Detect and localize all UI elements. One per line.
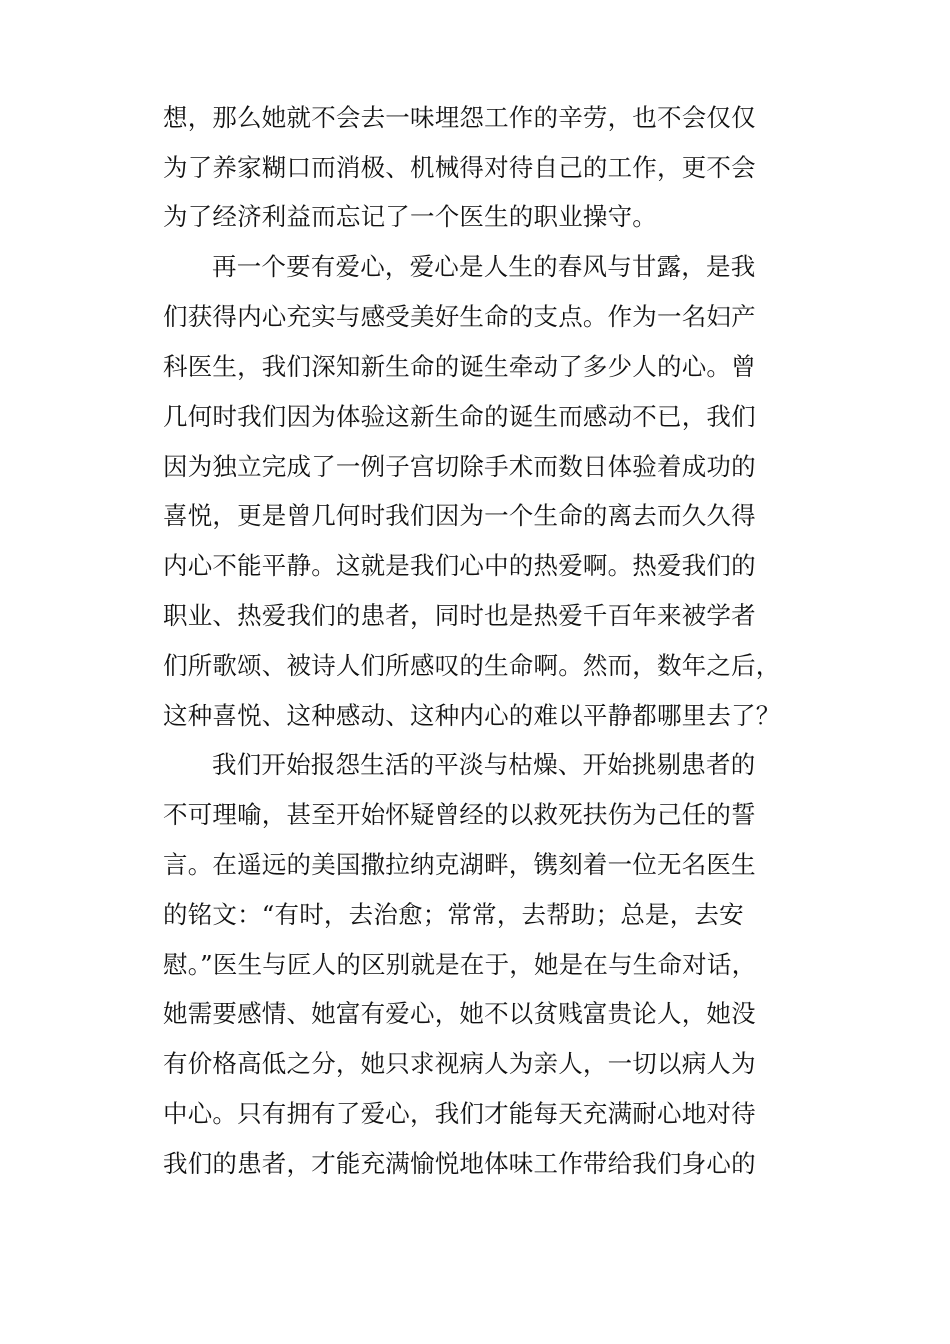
text-line: 职业、热爱我们的患者，同时也是热爱千百年来被学者 [163, 601, 756, 630]
text-line: 我们的患者，才能充满愉悦地体味工作带给我们身心的 [163, 1149, 756, 1178]
text-line: 这种喜悦、这种感动、这种内心的难以平静都哪里去了？ [163, 701, 781, 730]
text-line: 为了养家糊口而消极、机械得对待自己的工作，更不会 [163, 153, 756, 182]
text-line: 内心不能平静。这就是我们心中的热爱啊。热爱我们的 [163, 551, 756, 580]
text-line: 中心。只有拥有了爱心，我们才能每天充满耐心地对待 [163, 1099, 756, 1128]
text-line: 想，那么她就不会去一味埋怨工作的辛劳，也不会仅仅 [163, 103, 756, 132]
text-line: 不可理喻，甚至开始怀疑曾经的以救死扶伤为己任的誓 [163, 800, 756, 829]
text-line: 几何时我们因为体验这新生命的诞生而感动不已，我们 [163, 402, 756, 431]
text-line: 有价格高低之分，她只求视病人为亲人，一切以病人为 [163, 1049, 756, 1078]
text-line: 们所歌颂、被诗人们所感叹的生命啊。然而，数年之后， [163, 651, 781, 680]
text-line: 为了经济利益而忘记了一个医生的职业操守。 [163, 202, 657, 231]
text-line: 科医生，我们深知新生命的诞生牵动了多少人的心。曾 [163, 352, 756, 381]
text-line: 言。在遥远的美国撒拉纳克湖畔，镌刻着一位无名医生 [163, 850, 756, 879]
text-line: 慰。”医生与匠人的区别就是在于，她是在与生命对话， [163, 950, 757, 979]
paragraph-first-line: 再一个要有爱心，爱心是人生的春风与甘露，是我 [212, 252, 756, 281]
text-line: 因为独立完成了一例子宫切除手术而数日体验着成功的 [163, 452, 756, 481]
text-line: 她需要感情、她富有爱心，她不以贫贱富贵论人，她没 [163, 999, 756, 1028]
text-line: 喜悦，更是曾几何时我们因为一个生命的离去而久久得 [163, 501, 756, 530]
text-line: 的铭文：“有时，去治愈；常常，去帮助；总是，去安 [163, 900, 744, 929]
paragraph-first-line: 我们开始报怨生活的平淡与枯燥、开始挑剔患者的 [212, 750, 756, 779]
text-line: 们获得内心充实与感受美好生命的支点。作为一名妇产 [163, 302, 756, 331]
